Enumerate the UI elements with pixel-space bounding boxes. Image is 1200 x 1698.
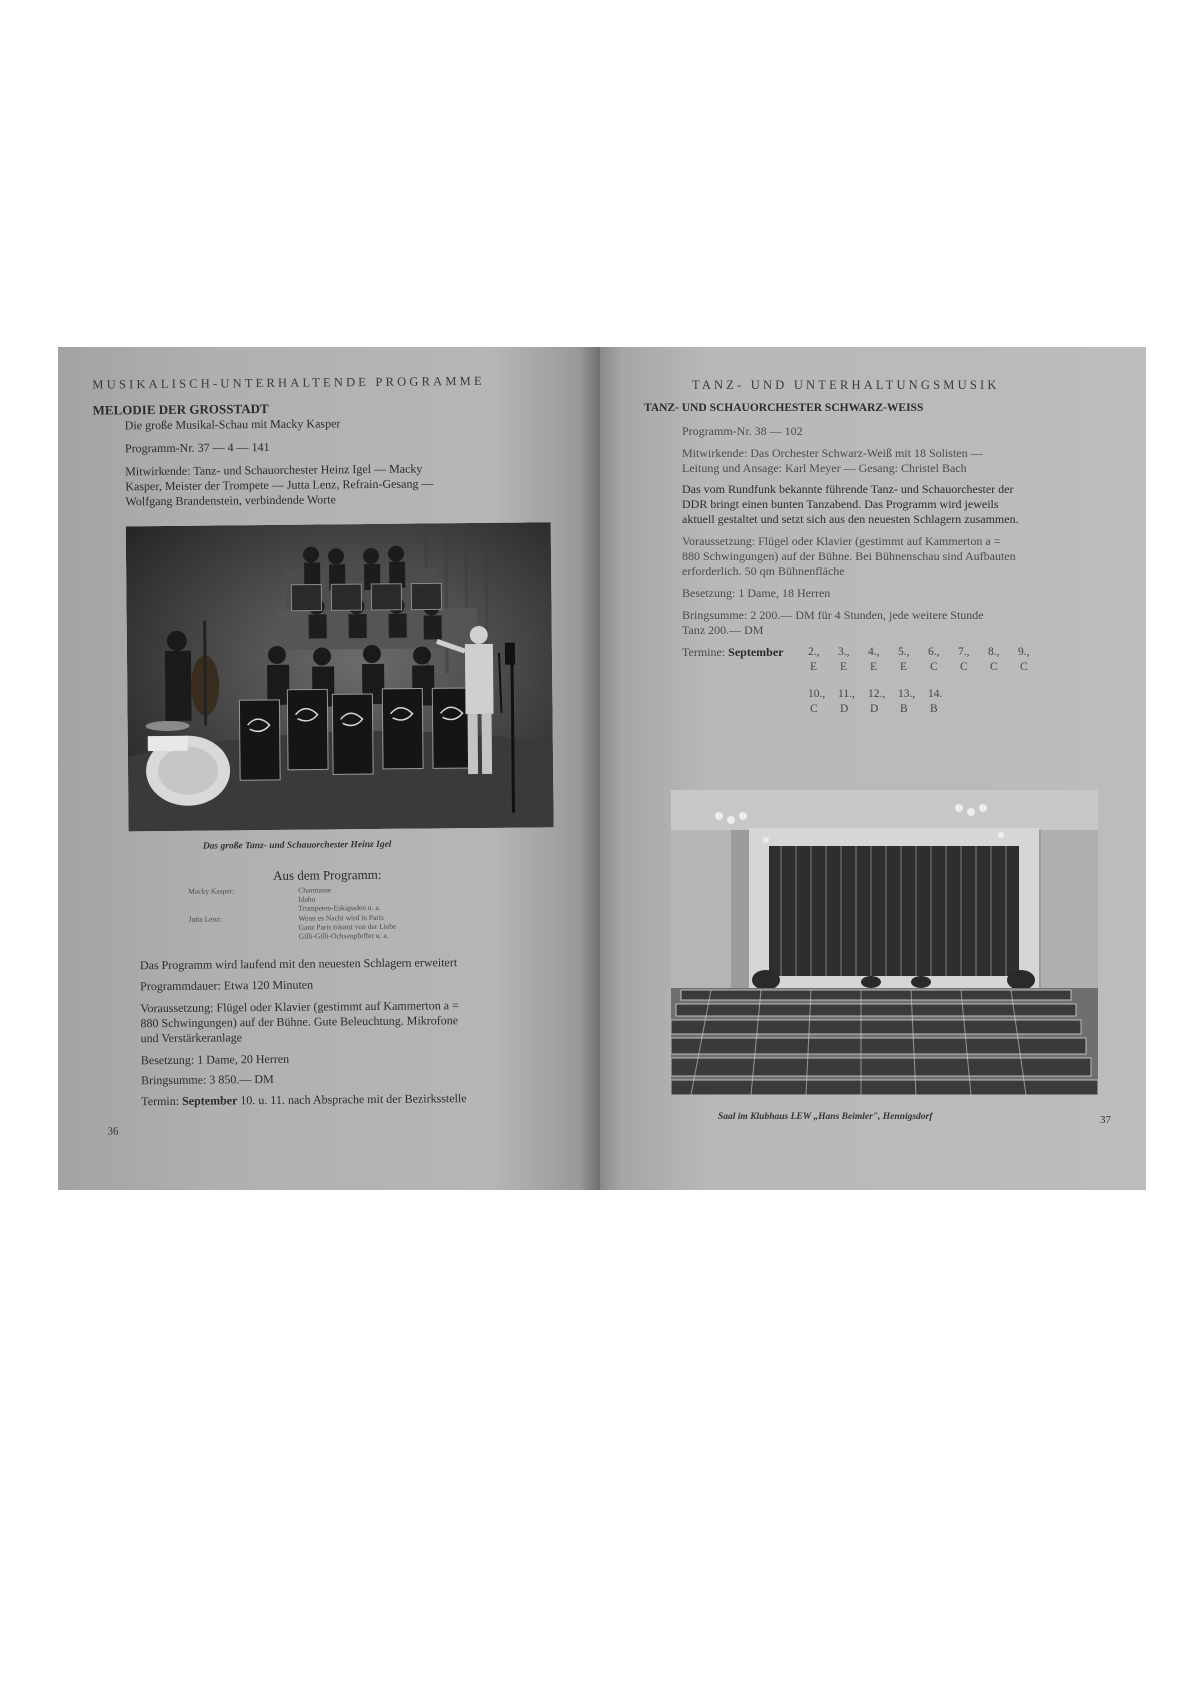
dates-prefix: Termin:	[141, 1093, 180, 1109]
code-cell: B	[930, 703, 938, 715]
program-artist: Macky Kasper:	[188, 886, 235, 896]
description-line: Das vom Rundfunk bekannte führende Tanz- und Schauorchester der	[682, 482, 1014, 496]
fee-line: Bringsumme: 2 200.— DM für 4 Stunden, jede weitere Stunde	[682, 608, 984, 622]
program-artist: Jutta Lenz:	[188, 914, 222, 924]
dates-line	[141, 1092, 466, 1107]
program-piece: Wenn es Nacht wird in Paris	[298, 912, 384, 923]
hall-photo	[671, 790, 1098, 1095]
program-piece: Gilli-Gilli-Ochsenpfeffer u. a.	[298, 930, 389, 941]
cast-line-right: Besetzung: 1 Dame, 18 Herren	[682, 586, 831, 600]
photo-caption-right: Saal im Klubhaus LEW „Hans Beimler", Hennigsdorf	[718, 1112, 933, 1122]
requirements-line: Voraussetzung: Flügel oder Klavier (gestimmt auf Kammerton a =	[140, 998, 459, 1016]
page-number-left: 36	[107, 1125, 119, 1138]
left-page	[58, 347, 600, 1190]
date-cell: 12.,	[868, 688, 886, 700]
program-piece: Idaho	[298, 894, 316, 904]
fee-line: Bringsumme: 3 850.— DM	[140, 1071, 274, 1088]
program-subtitle: Die große Musikal-Schau mit Macky Kasper	[124, 416, 341, 433]
program-list-heading: Aus dem Programm:	[273, 866, 382, 883]
code-cell: C	[960, 661, 968, 673]
photo-caption-left: Das große Tanz- und Schauorchester Heinz Igel	[202, 839, 392, 852]
program-note: Das Programm wird laufend mit den neuesten Schlagern erweitert	[139, 955, 458, 973]
date-cell: 13.,	[898, 688, 916, 700]
code-cell: C	[1020, 661, 1028, 673]
orchestra-photo	[126, 522, 554, 831]
participants-line: Kasper, Meister der Trompete — Jutta Lenz, Refrain-Gesang —	[125, 476, 434, 494]
right-page	[600, 347, 1146, 1190]
cast-line: Besetzung: 1 Dame, 20 Herren	[140, 1051, 290, 1068]
page-number-right: 37	[1100, 1114, 1111, 1126]
program-piece: Ganz Paris träumt von der Liebe	[298, 921, 397, 932]
date-cell: 6.,	[928, 646, 940, 658]
code-cell: E	[840, 661, 848, 673]
dates-prefix: Termine:	[682, 645, 726, 659]
code-cell: C	[930, 661, 938, 673]
description-line: DDR bringt einen bunten Tanzabend. Das Programm wird jeweils	[682, 497, 999, 511]
code-cell: E	[870, 661, 878, 673]
date-cell: 9.,	[1018, 646, 1030, 658]
date-cell: 2.,	[808, 646, 820, 658]
participants-line: Leitung und Ansage: Karl Meyer — Gesang: Christel Bach	[682, 461, 967, 475]
code-cell: C	[810, 703, 818, 715]
date-cell: 7.,	[958, 646, 970, 658]
date-cell: 10.,	[808, 688, 826, 700]
program-title: MELODIE DER GROSSTADT	[92, 400, 269, 418]
date-cell: 11.,	[838, 688, 855, 700]
requirements-line: und Verstärkeranlage	[140, 1030, 243, 1046]
requirements-line: 880 Schwingungen) auf der Bühne. Bei Bühnenschau sind Aufbauten	[682, 549, 1016, 563]
description-line: aktuell gestaltet und setzt sich aus den neuesten Schlagern zusammen.	[682, 512, 1019, 526]
program-number: Programm-Nr. 37 — 4 — 141	[124, 439, 270, 456]
running-head-left: MUSIKALISCH-UNTERHALTENDE PROGRAMME	[92, 373, 485, 392]
fee-line: Tanz 200.— DM	[682, 623, 764, 637]
participants-line: Wolfgang Brandenstein, verbindende Worte	[125, 492, 336, 509]
code-cell: D	[870, 703, 879, 715]
program-number-right: Programm-Nr. 38 — 102	[682, 424, 803, 438]
requirements-line: Voraussetzung: Flügel oder Klavier (gestimmt auf Kammerton a =	[682, 534, 1001, 548]
participants-line: Mitwirkende: Tanz- und Schauorchester Heinz Igel — Macky	[125, 461, 423, 479]
orchestra-title: TANZ- UND SCHAUORCHESTER SCHWARZ-WEISS	[644, 402, 924, 414]
running-head-right: TANZ- UND UNTERHALTUNGSMUSIK	[692, 378, 1000, 392]
program-piece: Trompeten-Eskapaden u. a.	[298, 902, 381, 913]
code-cell: E	[900, 661, 908, 673]
participants-line: Mitwirkende: Das Orchester Schwarz-Weiß mit 18 Solisten —	[682, 446, 983, 460]
book-spread	[58, 347, 1146, 1190]
date-cell: 3.,	[838, 646, 850, 658]
dates-month: September	[728, 645, 784, 659]
requirements-line: 880 Schwingungen) auf der Bühne. Gute Beleuchtung. Mikrofone	[140, 1013, 459, 1031]
program-duration: Programmdauer: Etwa 120 Minuten	[140, 977, 314, 994]
program-piece: Charmaine	[298, 885, 332, 895]
code-cell: D	[840, 703, 849, 715]
requirements-line: erforderlich. 50 qm Bühnenfläche	[682, 564, 845, 578]
dates-month: September	[182, 1093, 238, 1108]
date-cell: 4.,	[868, 646, 880, 658]
dates-label	[682, 646, 783, 658]
code-cell: C	[990, 661, 998, 673]
code-cell: B	[900, 703, 908, 715]
dates-rest: 10. u. 11. nach Absprache mit der Bezirksstelle	[240, 1091, 467, 1108]
hall-photo-image	[671, 790, 1098, 1095]
date-cell: 8.,	[988, 646, 1000, 658]
orchestra-photo-image	[126, 522, 554, 831]
code-cell: E	[810, 661, 818, 673]
date-cell: 5.,	[898, 646, 910, 658]
date-cell: 14.	[928, 688, 943, 700]
